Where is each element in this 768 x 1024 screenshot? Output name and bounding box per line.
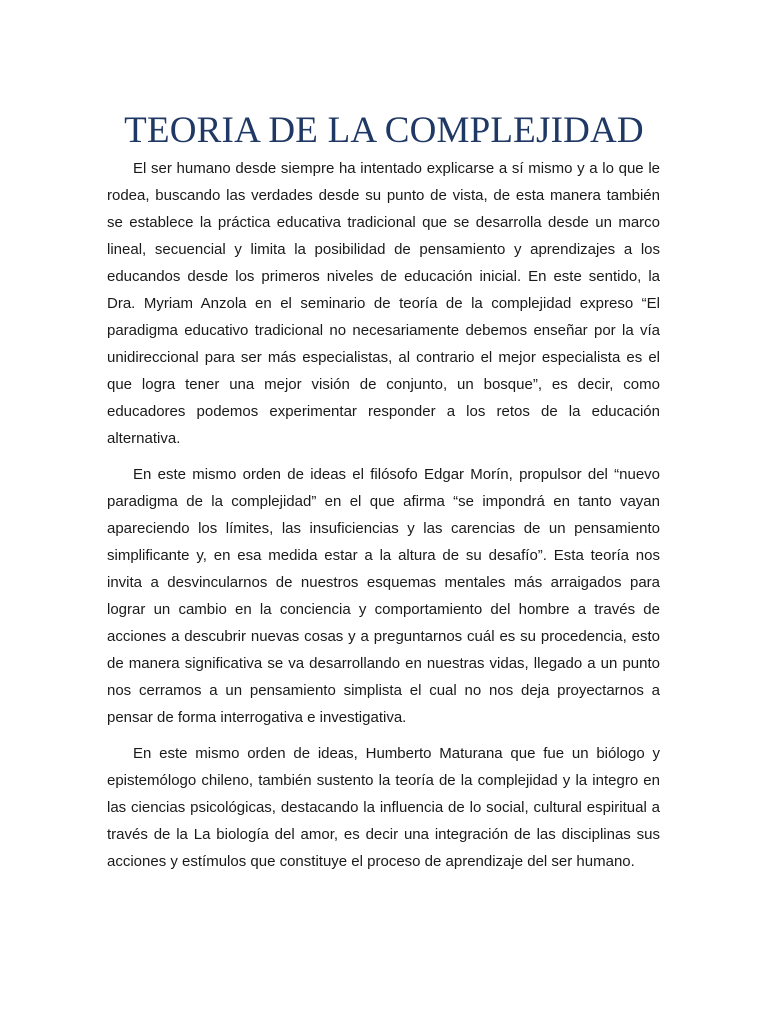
paragraph-2: En este mismo orden de ideas el filósofo Edgar Morín, propulsor del “nuevo paradigma de la complejidad” en el que afirma “se impondrá en tanto vayan apareciendo los límites, las insuficiencias y las carencias de un pensamiento simplificante y, en esa medida estar a la altura de su desafío”. Esta teoría nos invita a desvincularnos de nuestros esquemas mentales más arraigados para lograr un cambio en la conciencia y comportamiento del hombre a través de acciones a descubrir nuevas cosas y a preguntarnos cuál es su procedencia, esto de manera significativa se va desarrollando en nuestras vidas, llegado a un punto nos cerramos a un pensamiento simplista el cual no nos deja proyectarnos a pensar de forma interrogativa e investigativa. <box>107 466 660 726</box>
document-title: TEORIA DE LA COMPLEJIDAD <box>124 110 644 151</box>
document-body <box>107 155 660 875</box>
paragraph-1: El ser humano desde siempre ha intentado explicarse a sí mismo y a lo que le rodea, buscando las verdades desde su punto de vista, de esta manera también se establece la práctica educativa tradicional que se desarrolla desde un marco lineal, secuencial y limita la posibilidad de pensamiento y aprendizajes a los educandos desde los primeros niveles de educación inicial. En este sentido, la Dra. Myriam Anzola en el seminario de teoría de la complejidad expreso “El paradigma educativo tradicional no necesariamente debemos enseñar por la vía unidireccional para ser más especialistas, al contrario el mejor especialista es el que logra tener una mejor visión de conjunto, un bosque”, es decir, como educadores podemos experimentar responder a los retos de la educación alternativa. <box>107 160 660 447</box>
paragraph-3: En este mismo orden de ideas, Humberto Maturana que fue un biólogo y epistemólogo chileno, también sustento la teoría de la complejidad y la integro en las ciencias psicológicas, destacando la influencia de lo social, cultural espiritual a través de la La biología del amor, es decir una integración de las disciplinas sus acciones y estímulos que constituye el proceso de aprendizaje del ser humano. <box>107 745 660 870</box>
